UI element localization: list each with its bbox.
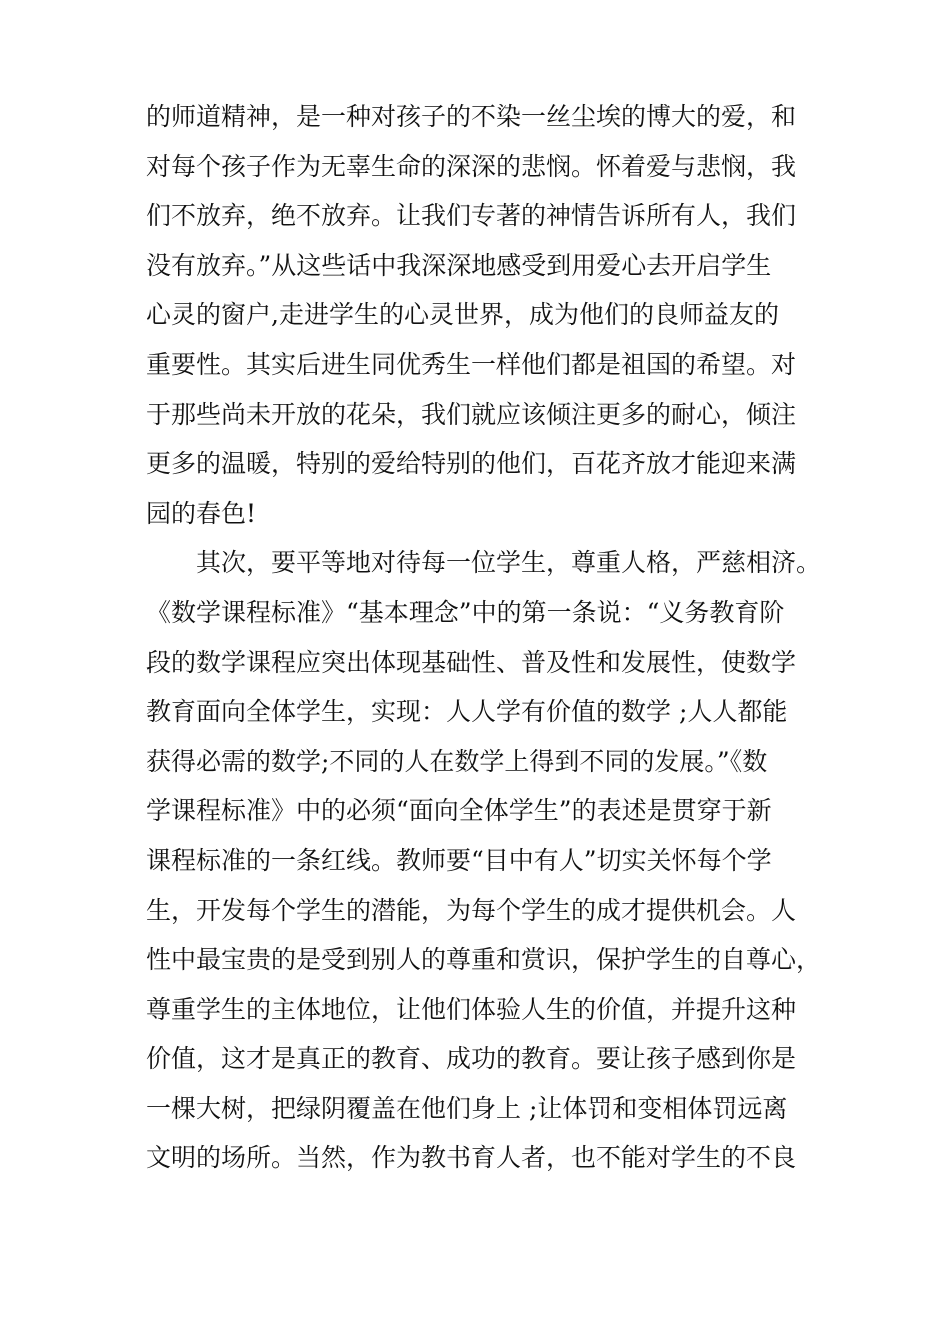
text-line: 价值，这才是真正的教育、成功的教育。要让孩子感到你是	[146, 1044, 797, 1074]
text-line: 获得必需的数学;不同的人在数学上得到不同的发展。”《数	[146, 746, 768, 776]
text-line: 的师道精神，是一种对孩子的不染一丝尘埃的博大的爱，和	[146, 102, 797, 131]
text-line: 学课程标准》中的必须“面向全体学生”的表述是贯穿于新	[146, 796, 772, 826]
text-line: 《数学课程标准》“基本理念”中的第一条说：“义务教育阶	[146, 597, 785, 627]
paragraph-1	[146, 92, 826, 538]
text-line: 教育面向全体学生，实现：人人学有价值的数学 ;人人都能	[146, 697, 788, 727]
text-line: 课程标准的一条红线。教师要“目中有人”切实关怀每个学	[146, 845, 772, 875]
text-line: 重要性。其实后进生同优秀生一样他们都是祖国的希望。对	[146, 349, 797, 379]
text-line: 段的数学课程应突出体现基础性、普及性和发展性，使数学	[146, 647, 797, 677]
text-line: 没有放弃。”从这些话中我深深地感受到用爱心去开启学生	[146, 250, 772, 280]
text-line: 们不放弃，绝不放弃。让我们专著的神情告诉所有人，我们	[146, 201, 797, 231]
text-line: 园的春色!	[146, 498, 257, 528]
text-line: 于那些尚未开放的花朵，我们就应该倾注更多的耐心，倾注	[146, 399, 797, 429]
text-line: 一棵大树，把绿阴覆盖在他们身上 ;让体罚和变相体罚远离	[146, 1093, 788, 1123]
text-line: 心灵的窗户,走进学生的心灵世界，成为他们的良师益友的	[146, 300, 779, 330]
text-line: 尊重学生的主体地位，让他们体验人生的价值，并提升这种	[146, 994, 797, 1024]
text-line: 生，开发每个学生的潜能，为每个学生的成才提供机会。人	[146, 895, 797, 925]
text-line: 文明的场所。当然，作为教书育人者，也不能对学生的不良	[146, 1143, 797, 1173]
paragraph-2	[146, 538, 826, 1183]
text-line: 对每个孩子作为无辜生命的深深的悲悯。怀着爱与悲悯，我	[146, 151, 797, 181]
text-line: 更多的温暖，特别的爱给特别的他们，百花齐放才能迎来满	[146, 449, 797, 479]
body-text	[146, 92, 826, 1183]
text-line: 性中最宝贵的是受到别人的尊重和赏识，保护学生的自尊心，	[146, 945, 822, 975]
text-line: 其次，要平等地对待每一位学生，尊重人格，严慈相济。	[196, 548, 822, 578]
